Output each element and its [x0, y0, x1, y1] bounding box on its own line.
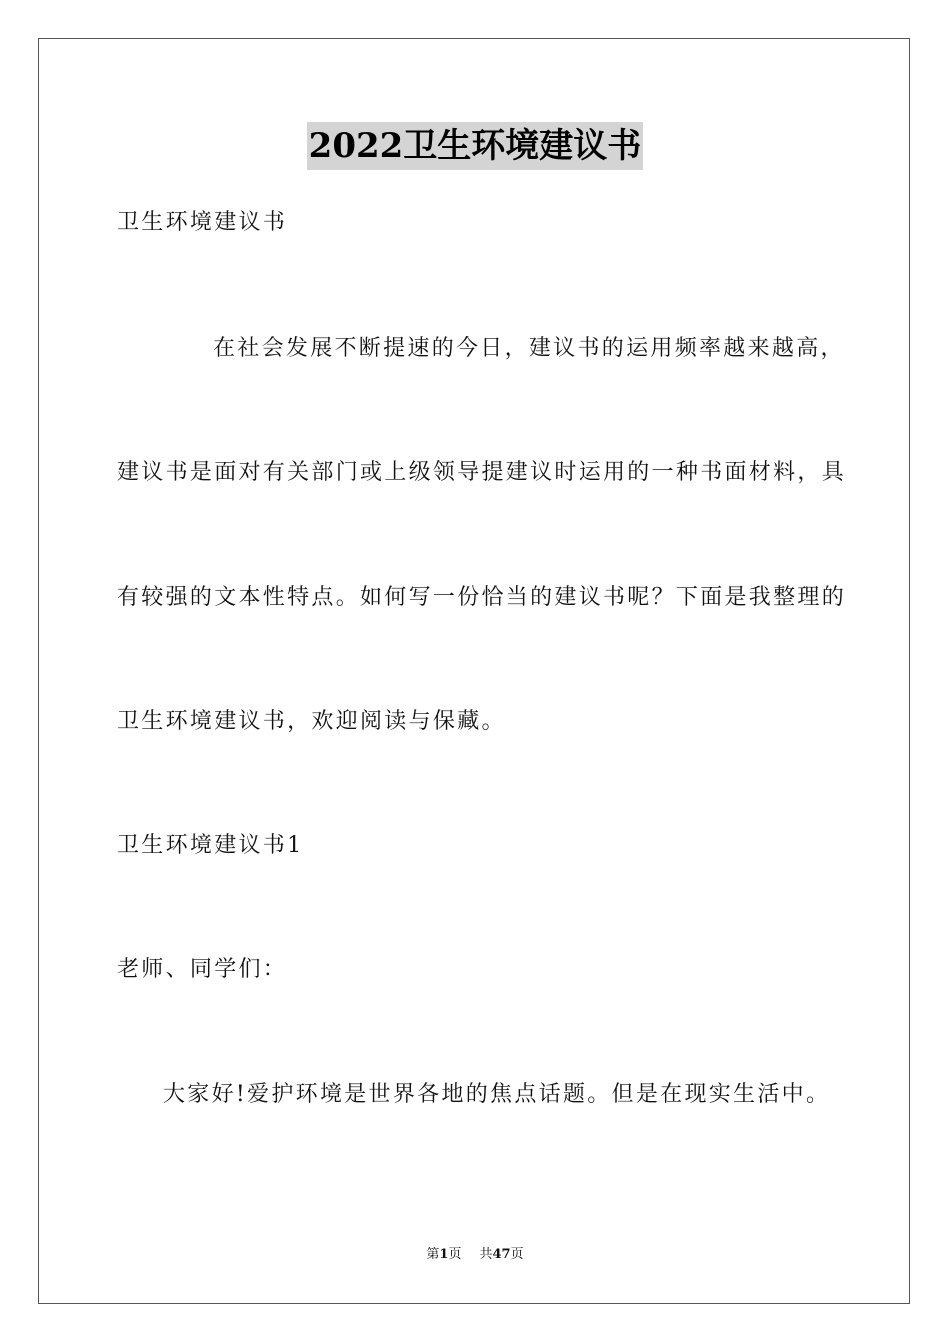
paragraph-line: 大家好!爱护环境是世界各地的焦点话题。但是在现实生活中。	[163, 1082, 831, 1107]
footer-total-suffix: 页	[510, 1247, 524, 1262]
section-heading: 卫生环境建议书1	[117, 833, 304, 858]
document-title: 2022卫生环境建议书	[307, 122, 644, 170]
paragraph-line: 建议书是面对有关部门或上级领导提建议时运用的一种书面材料，具	[117, 460, 847, 485]
footer-page-prefix: 第	[426, 1247, 440, 1262]
footer-total-pages: 47	[492, 1247, 511, 1262]
footer-total-prefix: 共	[479, 1247, 493, 1262]
page-footer	[0, 1246, 950, 1264]
paragraph-line: 在社会发展不断提速的今日，建议书的运用频率越来越高，	[213, 336, 845, 361]
footer-page-number: 1	[439, 1247, 449, 1262]
paragraph-heading: 卫生环境建议书	[117, 210, 288, 235]
footer-page-suffix: 页	[448, 1247, 462, 1262]
title-container	[0, 122, 950, 170]
paragraph-line: 卫生环境建议书，欢迎阅读与保藏。	[117, 709, 506, 734]
salutation: 老师、同学们：	[117, 957, 288, 982]
paragraph-line: 有较强的文本性特点。如何写一份恰当的建议书呢？下面是我整理的	[117, 585, 847, 610]
